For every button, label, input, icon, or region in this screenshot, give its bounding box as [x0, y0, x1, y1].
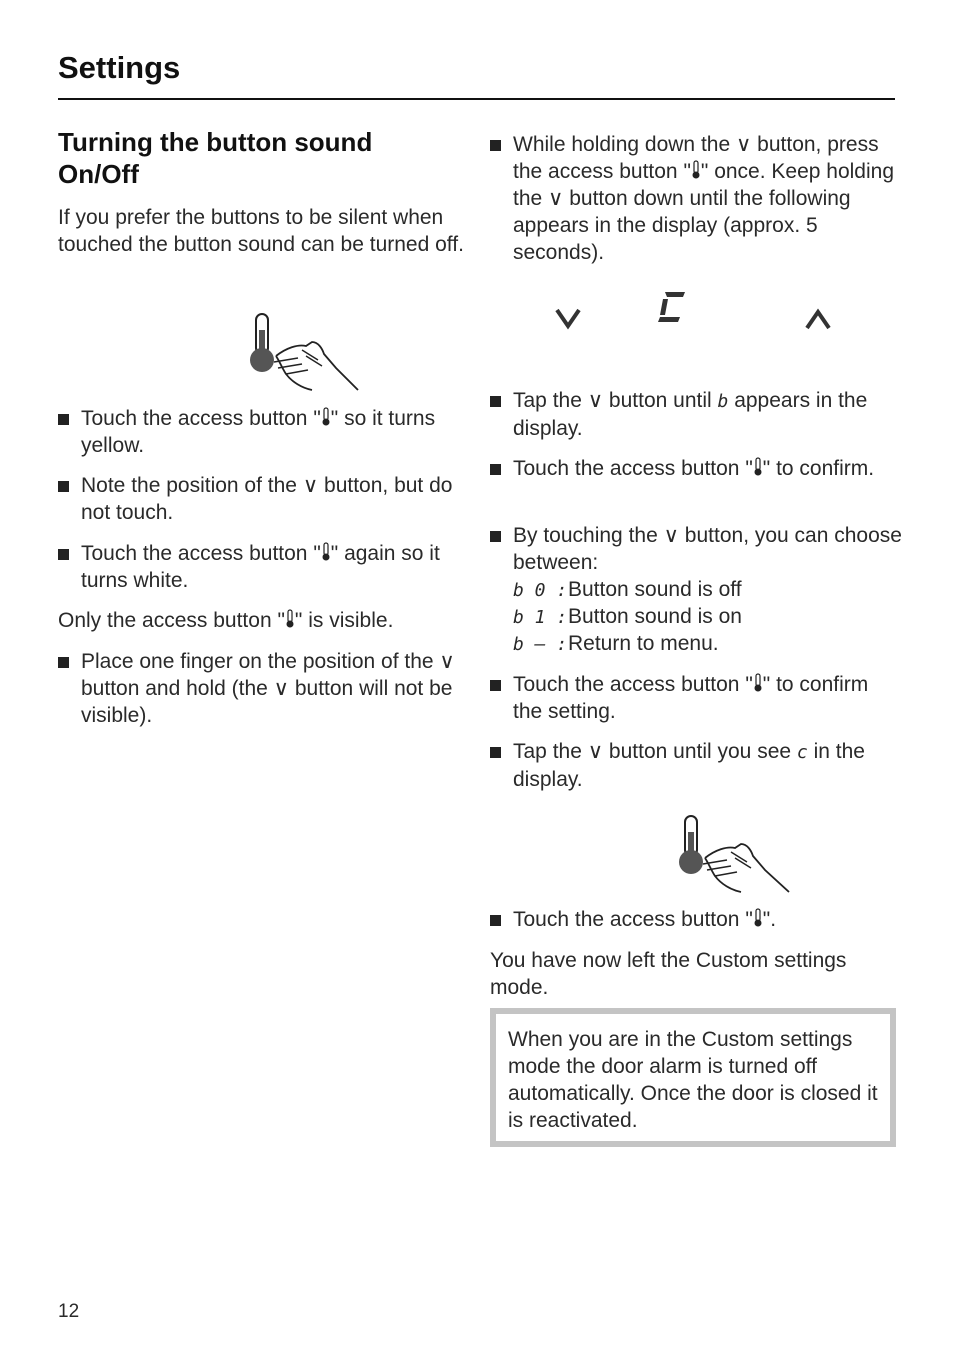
right-bullet-3-text-b: " to confirm. — [762, 457, 875, 480]
option-row — [513, 576, 742, 604]
bullet-marker — [490, 140, 501, 151]
bullet-marker — [490, 747, 501, 758]
right-bullet-1-text-a: While holding down the ∨ button, press the access button " — [513, 133, 879, 183]
note-box — [490, 1008, 896, 1147]
note-text: When you are in the Custom settings mode the door alarm is turned off automatically. Once the door is closed it is reactivated. — [508, 1028, 878, 1132]
bullet-marker — [58, 657, 69, 668]
intro-paragraph: If you prefer the buttons to be silent when touched the button sound can be turned off. — [58, 206, 464, 256]
right-bullet-7-text-a: Touch the access button " — [513, 908, 753, 931]
thermometer-icon — [753, 908, 763, 928]
option-label: Button sound is on — [568, 605, 742, 628]
thermometer-icon — [753, 457, 763, 477]
up-chevron-icon — [804, 308, 832, 332]
thermometer-icon — [285, 609, 295, 629]
right-bullet-6-text-a: Tap the ∨ button until you see — [513, 740, 797, 763]
option-code: b 0 : — [513, 580, 568, 601]
right-bullet-5-text-b: " to confirm the setting. — [513, 673, 869, 723]
display-code-b: b — [717, 391, 729, 412]
left-bullet-2-text: Note the position of the ∨ button, but do not touch. — [81, 474, 453, 524]
left-bullet-4-text: Place one finger on the position of the ∨ button and hold (the ∨ button will not be visible). — [81, 650, 455, 727]
bullet-marker — [490, 531, 501, 542]
title-divider — [58, 98, 895, 100]
bullet-marker — [490, 915, 501, 926]
thermometer-icon — [753, 673, 763, 693]
left-bullet-3-text-a: Touch the access button " — [81, 542, 321, 565]
option-label: Button sound is off — [568, 578, 742, 601]
left-bullet-1-text-b: " so it turns yellow. — [81, 407, 436, 457]
option-label: Return to menu. — [568, 632, 719, 655]
option-code: b 1 : — [513, 607, 568, 628]
only-visible-text-a: Only the access button " — [58, 609, 285, 632]
page-title: Settings — [58, 50, 181, 85]
display-code-C — [655, 290, 689, 324]
page-number: 12 — [58, 1301, 80, 1322]
bullet-marker — [490, 680, 501, 691]
outro-paragraph: You have now left the Custom settings mode. — [490, 949, 847, 999]
right-bullet-2-text-b: appears in the display. — [513, 389, 868, 440]
bullet-marker — [58, 481, 69, 492]
right-bullet-4-text: By touching the ∨ button, you can choose between: — [513, 524, 902, 574]
option-row — [513, 630, 719, 658]
right-bullet-6-text-b: in the display. — [513, 740, 865, 791]
left-bullet-1-text-a: Touch the access button " — [81, 407, 321, 430]
thermometer-icon — [691, 160, 701, 180]
only-visible-text-b: " is visible. — [294, 609, 394, 632]
down-chevron-icon — [554, 306, 582, 330]
right-bullet-7-text-b: ". — [762, 908, 777, 931]
right-bullet-5-text-a: Touch the access button " — [513, 673, 753, 696]
bullet-marker — [58, 414, 69, 425]
section-heading: Turning the button sound On/Off — [58, 127, 373, 189]
only-visible-paragraph — [58, 607, 468, 634]
display-code-c: c — [796, 742, 808, 763]
right-bullet-3-text-a: Touch the access button " — [513, 457, 753, 480]
option-row — [513, 603, 742, 631]
hand-touching-thermometer-illustration — [246, 312, 362, 392]
hand-touching-thermometer-illustration — [677, 814, 793, 894]
bullet-marker — [490, 464, 501, 475]
bullet-marker — [490, 396, 501, 407]
option-code: b – : — [513, 634, 568, 655]
bullet-marker — [58, 549, 69, 560]
right-bullet-1-text-b: " once. Keep holding the ∨ button down until the following appears in the display (approx. 5 seconds). — [513, 160, 895, 264]
left-bullet-3-text-b: " again so it turns white. — [81, 542, 440, 592]
thermometer-icon — [321, 542, 331, 562]
right-bullet-2-text-a: Tap the ∨ button until — [513, 389, 718, 412]
thermometer-icon — [321, 407, 331, 427]
